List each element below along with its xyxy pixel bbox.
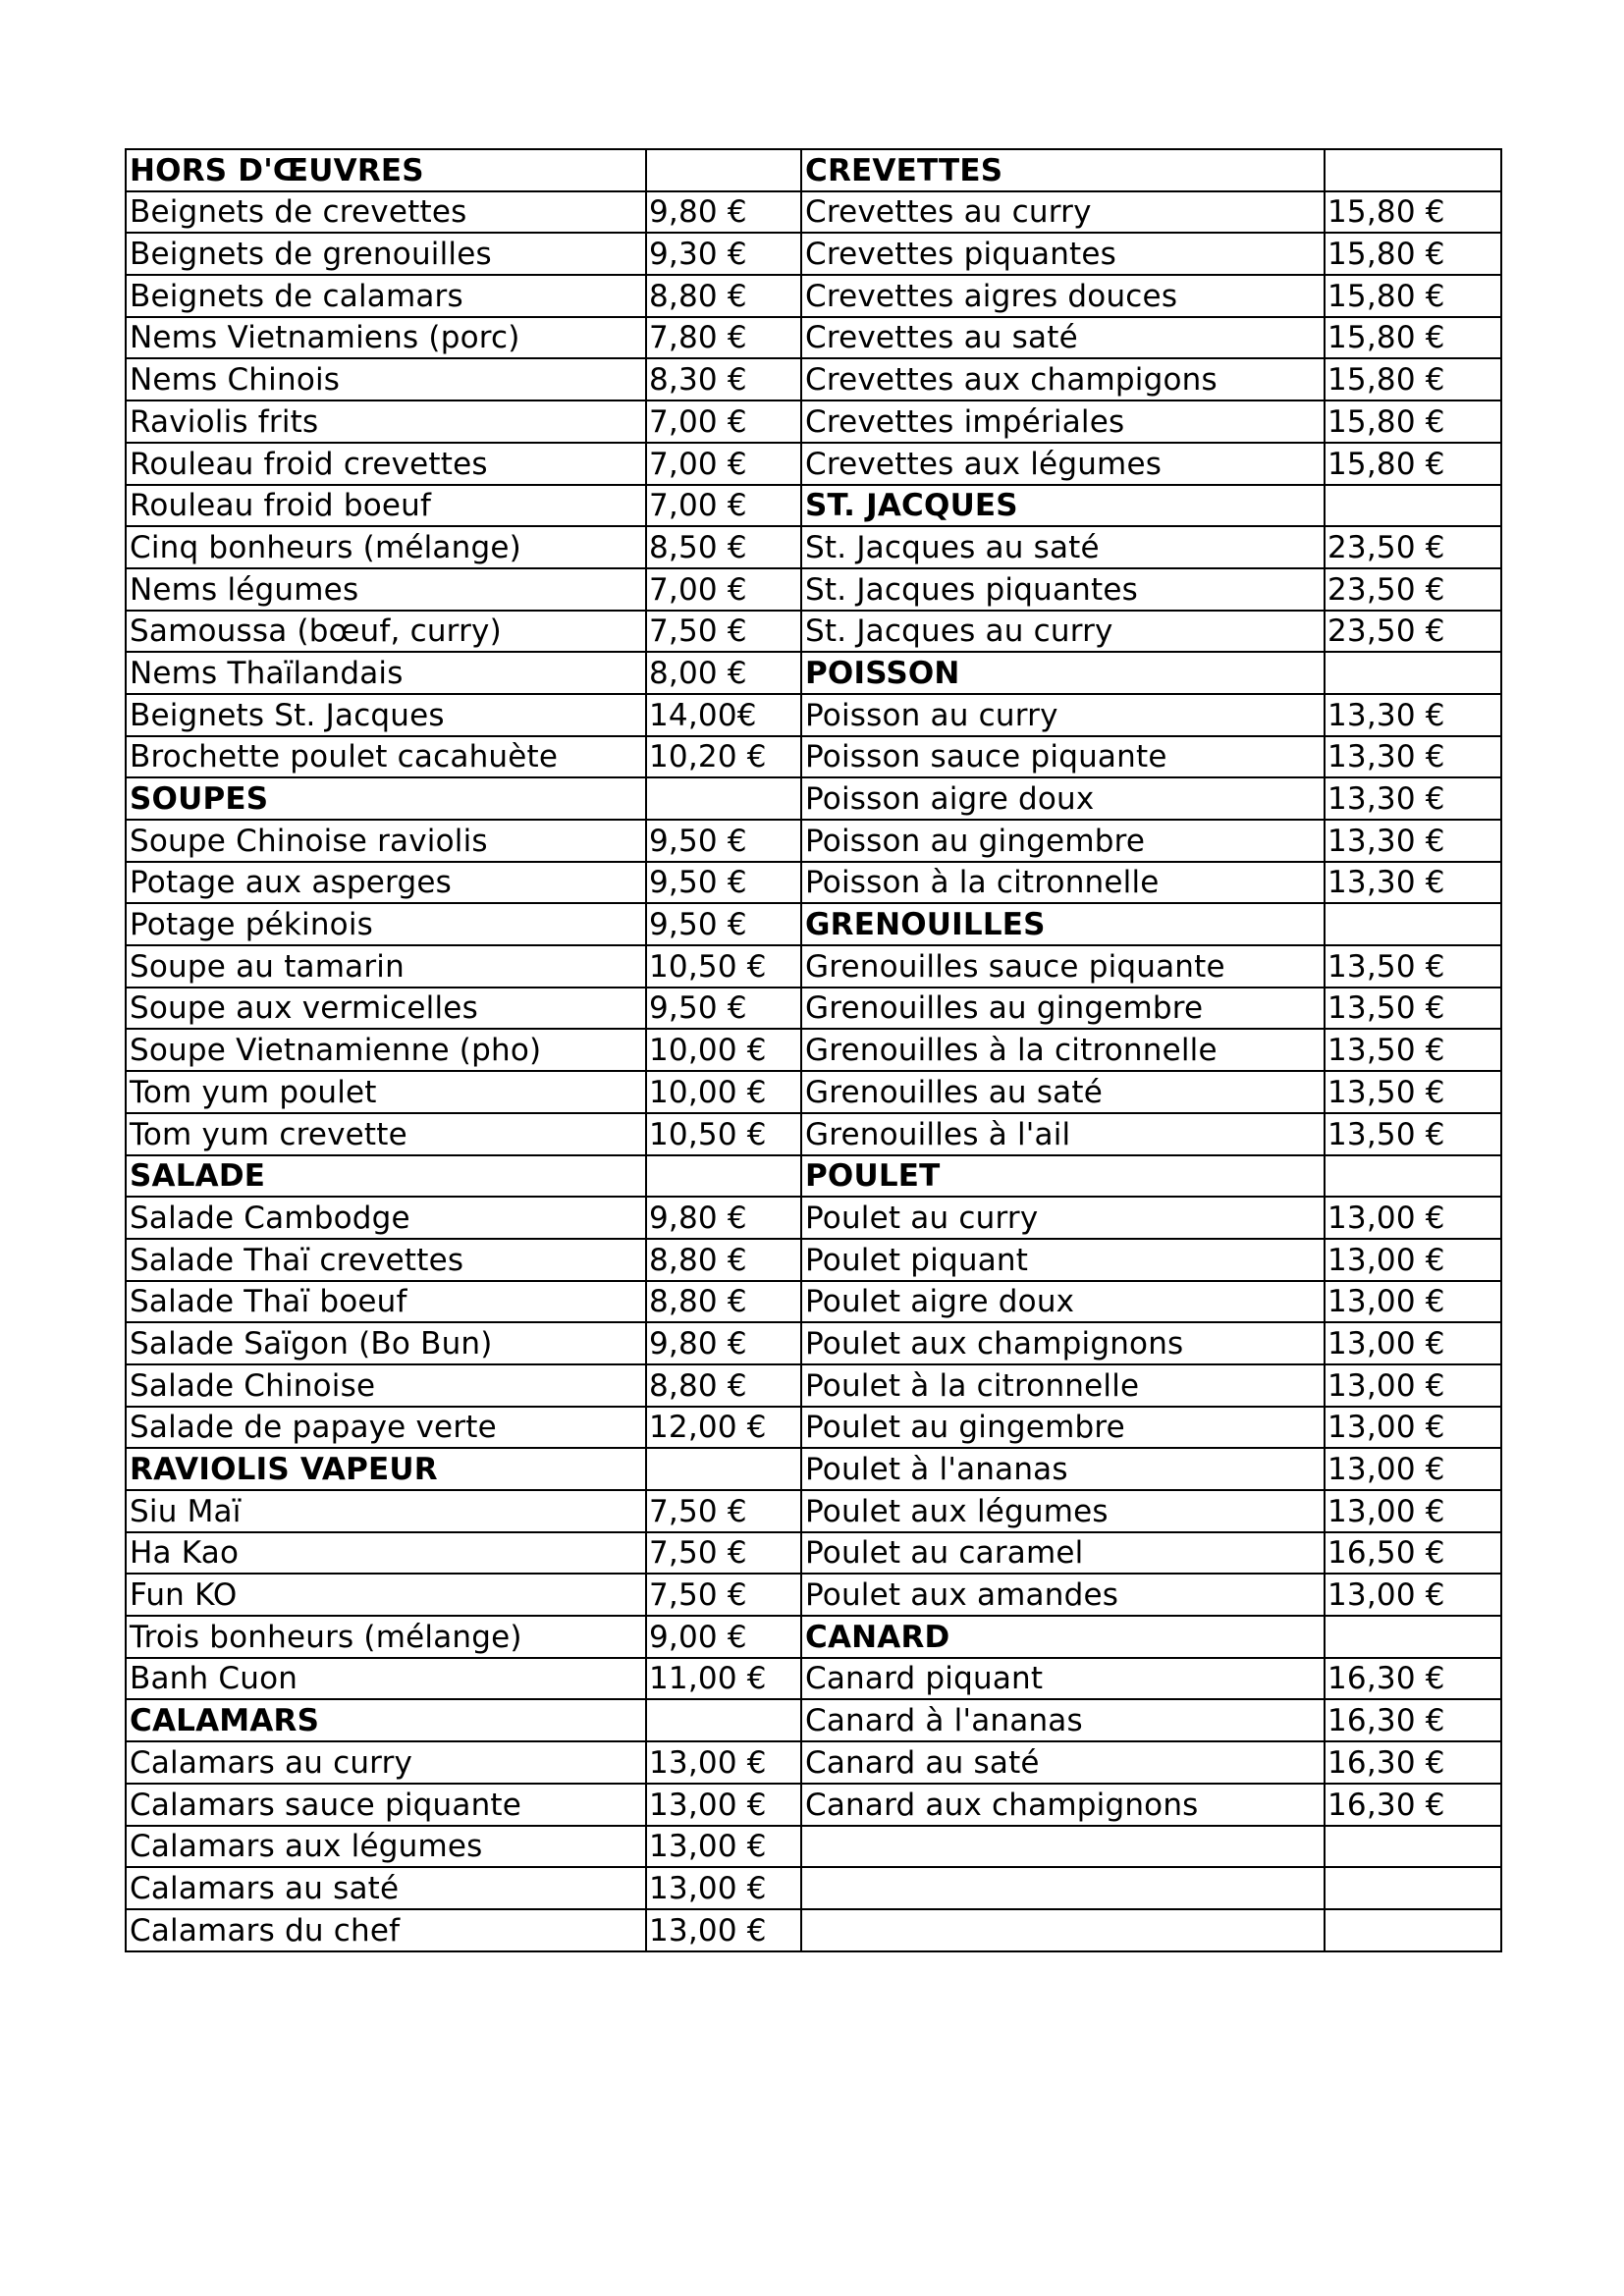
dish-price: 13,50 € bbox=[1325, 1071, 1501, 1113]
dish-name bbox=[801, 1867, 1325, 1909]
table-row bbox=[126, 1407, 1501, 1449]
section-header: RAVIOLIS VAPEUR bbox=[126, 1448, 646, 1490]
dish-name: St. Jacques piquantes bbox=[801, 568, 1325, 611]
table-row bbox=[126, 652, 1501, 694]
menu-table bbox=[125, 148, 1502, 1952]
table-row bbox=[126, 777, 1501, 820]
table-row bbox=[126, 1784, 1501, 1826]
dish-price: 16,30 € bbox=[1325, 1784, 1501, 1826]
dish-name: Salade Saïgon (Bo Bun) bbox=[126, 1322, 646, 1364]
dish-price bbox=[1325, 149, 1501, 191]
table-row bbox=[126, 1574, 1501, 1616]
table-row bbox=[126, 611, 1501, 653]
table-row bbox=[126, 988, 1501, 1030]
dish-name: Poulet au curry bbox=[801, 1197, 1325, 1239]
dish-name: Crevettes au curry bbox=[801, 191, 1325, 234]
dish-price: 10,20 € bbox=[646, 736, 801, 778]
dish-price bbox=[646, 777, 801, 820]
dish-name: Potage aux asperges bbox=[126, 862, 646, 904]
dish-price: 13,00 € bbox=[1325, 1364, 1501, 1407]
dish-name: Calamars sauce piquante bbox=[126, 1784, 646, 1826]
dish-price: 13,00 € bbox=[1325, 1197, 1501, 1239]
dish-price: 10,00 € bbox=[646, 1029, 801, 1071]
dish-price: 10,00 € bbox=[646, 1071, 801, 1113]
dish-price bbox=[646, 1699, 801, 1741]
dish-price: 7,00 € bbox=[646, 443, 801, 485]
dish-name: Nems Vietnamiens (porc) bbox=[126, 317, 646, 359]
dish-price: 15,80 € bbox=[1325, 275, 1501, 317]
dish-price: 9,50 € bbox=[646, 862, 801, 904]
table-row bbox=[126, 1616, 1501, 1658]
dish-name: Crevettes aux légumes bbox=[801, 443, 1325, 485]
table-row bbox=[126, 1029, 1501, 1071]
dish-name: Rouleau froid crevettes bbox=[126, 443, 646, 485]
dish-price: 13,00 € bbox=[1325, 1574, 1501, 1616]
section-header: CALAMARS bbox=[126, 1699, 646, 1741]
dish-name: Trois bonheurs (mélange) bbox=[126, 1616, 646, 1658]
table-row bbox=[126, 149, 1501, 191]
dish-name: Crevettes au saté bbox=[801, 317, 1325, 359]
dish-price: 15,80 € bbox=[1325, 358, 1501, 400]
dish-name: Crevettes aigres douces bbox=[801, 275, 1325, 317]
dish-price: 13,00 € bbox=[646, 1784, 801, 1826]
dish-name: Grenouilles sauce piquante bbox=[801, 945, 1325, 988]
dish-price: 13,50 € bbox=[1325, 1029, 1501, 1071]
dish-price bbox=[646, 1155, 801, 1198]
dish-price: 23,50 € bbox=[1325, 526, 1501, 568]
table-row bbox=[126, 1532, 1501, 1575]
table-row bbox=[126, 1113, 1501, 1155]
dish-price: 13,00 € bbox=[1325, 1281, 1501, 1323]
section-header: CREVETTES bbox=[801, 149, 1325, 191]
dish-name: Beignets de grenouilles bbox=[126, 233, 646, 275]
dish-price: 13,00 € bbox=[1325, 1490, 1501, 1532]
dish-name: Nems légumes bbox=[126, 568, 646, 611]
dish-price: 7,50 € bbox=[646, 611, 801, 653]
dish-price: 10,50 € bbox=[646, 945, 801, 988]
dish-price: 7,00 € bbox=[646, 568, 801, 611]
dish-price: 9,80 € bbox=[646, 191, 801, 234]
dish-price bbox=[1325, 652, 1501, 694]
table-row bbox=[126, 443, 1501, 485]
dish-name: Calamars au curry bbox=[126, 1741, 646, 1784]
dish-price: 9,80 € bbox=[646, 1322, 801, 1364]
dish-name: Grenouilles au gingembre bbox=[801, 988, 1325, 1030]
dish-name: Soupe Chinoise raviolis bbox=[126, 820, 646, 862]
dish-price: 13,30 € bbox=[1325, 862, 1501, 904]
dish-price: 9,30 € bbox=[646, 233, 801, 275]
dish-price: 9,80 € bbox=[646, 1197, 801, 1239]
menu-table-body bbox=[126, 149, 1501, 1951]
dish-name: St. Jacques au saté bbox=[801, 526, 1325, 568]
dish-price: 7,50 € bbox=[646, 1532, 801, 1575]
dish-price: 9,50 € bbox=[646, 988, 801, 1030]
dish-price: 14,00€ bbox=[646, 694, 801, 736]
table-row bbox=[126, 1448, 1501, 1490]
table-row bbox=[126, 400, 1501, 443]
dish-price: 13,00 € bbox=[646, 1741, 801, 1784]
dish-price: 15,80 € bbox=[1325, 317, 1501, 359]
section-header: SALADE bbox=[126, 1155, 646, 1198]
dish-price: 16,30 € bbox=[1325, 1658, 1501, 1700]
dish-name: Tom yum poulet bbox=[126, 1071, 646, 1113]
dish-price: 15,80 € bbox=[1325, 443, 1501, 485]
table-row bbox=[126, 820, 1501, 862]
dish-price: 7,50 € bbox=[646, 1574, 801, 1616]
dish-price: 12,00 € bbox=[646, 1407, 801, 1449]
dish-name: Rouleau froid boeuf bbox=[126, 485, 646, 527]
dish-name: Poulet piquant bbox=[801, 1239, 1325, 1281]
dish-price bbox=[646, 1448, 801, 1490]
dish-price: 13,50 € bbox=[1325, 988, 1501, 1030]
section-header: GRENOUILLES bbox=[801, 903, 1325, 945]
dish-price bbox=[1325, 485, 1501, 527]
table-row bbox=[126, 736, 1501, 778]
dish-price: 13,30 € bbox=[1325, 736, 1501, 778]
dish-name: Canard piquant bbox=[801, 1658, 1325, 1700]
dish-price bbox=[1325, 1616, 1501, 1658]
table-row bbox=[126, 526, 1501, 568]
section-header: CANARD bbox=[801, 1616, 1325, 1658]
dish-name: Salade Cambodge bbox=[126, 1197, 646, 1239]
dish-price: 13,00 € bbox=[646, 1867, 801, 1909]
table-row bbox=[126, 1741, 1501, 1784]
table-row bbox=[126, 317, 1501, 359]
dish-name: Salade Chinoise bbox=[126, 1364, 646, 1407]
dish-price: 13,50 € bbox=[1325, 1113, 1501, 1155]
dish-name: Poisson à la citronnelle bbox=[801, 862, 1325, 904]
table-row bbox=[126, 485, 1501, 527]
dish-price: 8,30 € bbox=[646, 358, 801, 400]
dish-name: Crevettes aux champigons bbox=[801, 358, 1325, 400]
table-row bbox=[126, 862, 1501, 904]
dish-price: 7,80 € bbox=[646, 317, 801, 359]
dish-price: 16,30 € bbox=[1325, 1699, 1501, 1741]
table-row bbox=[126, 568, 1501, 611]
dish-price: 13,30 € bbox=[1325, 820, 1501, 862]
dish-name: Poulet aux légumes bbox=[801, 1490, 1325, 1532]
dish-name: Poulet aigre doux bbox=[801, 1281, 1325, 1323]
dish-price: 13,00 € bbox=[1325, 1448, 1501, 1490]
dish-name: Grenouilles à l'ail bbox=[801, 1113, 1325, 1155]
dish-name: Ha Kao bbox=[126, 1532, 646, 1575]
dish-price: 7,00 € bbox=[646, 485, 801, 527]
dish-name: Nems Chinois bbox=[126, 358, 646, 400]
dish-name: Poulet au caramel bbox=[801, 1532, 1325, 1575]
dish-name: Raviolis frits bbox=[126, 400, 646, 443]
dish-name: Siu Maï bbox=[126, 1490, 646, 1532]
table-row bbox=[126, 1322, 1501, 1364]
table-row bbox=[126, 1909, 1501, 1951]
dish-name: Crevettes impériales bbox=[801, 400, 1325, 443]
dish-price: 13,00 € bbox=[646, 1826, 801, 1868]
table-row bbox=[126, 275, 1501, 317]
dish-price: 23,50 € bbox=[1325, 611, 1501, 653]
dish-price: 13,30 € bbox=[1325, 694, 1501, 736]
table-row bbox=[126, 1699, 1501, 1741]
table-row bbox=[126, 358, 1501, 400]
table-row bbox=[126, 1155, 1501, 1198]
dish-price: 13,30 € bbox=[1325, 777, 1501, 820]
dish-name: Poulet à la citronnelle bbox=[801, 1364, 1325, 1407]
table-row bbox=[126, 903, 1501, 945]
dish-price: 23,50 € bbox=[1325, 568, 1501, 611]
section-header: ST. JACQUES bbox=[801, 485, 1325, 527]
table-row bbox=[126, 1071, 1501, 1113]
dish-name: Salade Thaï crevettes bbox=[126, 1239, 646, 1281]
table-row bbox=[126, 1364, 1501, 1407]
dish-price: 15,80 € bbox=[1325, 191, 1501, 234]
table-row bbox=[126, 945, 1501, 988]
table-row bbox=[126, 233, 1501, 275]
dish-name: Grenouilles au saté bbox=[801, 1071, 1325, 1113]
table-row bbox=[126, 1239, 1501, 1281]
dish-name: Grenouilles à la citronnelle bbox=[801, 1029, 1325, 1071]
dish-name: Soupe aux vermicelles bbox=[126, 988, 646, 1030]
dish-name: Nems Thaïlandais bbox=[126, 652, 646, 694]
dish-name: Cinq bonheurs (mélange) bbox=[126, 526, 646, 568]
dish-name: Calamars du chef bbox=[126, 1909, 646, 1951]
dish-price: 13,50 € bbox=[1325, 945, 1501, 988]
dish-price: 9,50 € bbox=[646, 903, 801, 945]
dish-price bbox=[1325, 1909, 1501, 1951]
dish-price: 7,50 € bbox=[646, 1490, 801, 1532]
table-row bbox=[126, 1281, 1501, 1323]
dish-name: Banh Cuon bbox=[126, 1658, 646, 1700]
dish-name: Salade Thaï boeuf bbox=[126, 1281, 646, 1323]
dish-name: Canard aux champignons bbox=[801, 1784, 1325, 1826]
table-row bbox=[126, 1826, 1501, 1868]
dish-name: Poisson au gingembre bbox=[801, 820, 1325, 862]
dish-name: Crevettes piquantes bbox=[801, 233, 1325, 275]
dish-price bbox=[1325, 1826, 1501, 1868]
dish-name: Poulet aux amandes bbox=[801, 1574, 1325, 1616]
section-header: HORS D'ŒUVRES bbox=[126, 149, 646, 191]
dish-name: St. Jacques au curry bbox=[801, 611, 1325, 653]
dish-name: Soupe Vietnamienne (pho) bbox=[126, 1029, 646, 1071]
dish-price: 13,00 € bbox=[646, 1909, 801, 1951]
dish-price bbox=[1325, 1867, 1501, 1909]
table-row bbox=[126, 694, 1501, 736]
dish-name: Poisson aigre doux bbox=[801, 777, 1325, 820]
dish-name: Potage pékinois bbox=[126, 903, 646, 945]
dish-price: 15,80 € bbox=[1325, 400, 1501, 443]
dish-price: 8,00 € bbox=[646, 652, 801, 694]
dish-name: Canard à l'ananas bbox=[801, 1699, 1325, 1741]
dish-price: 13,00 € bbox=[1325, 1239, 1501, 1281]
table-row bbox=[126, 1197, 1501, 1239]
dish-name: Calamars aux légumes bbox=[126, 1826, 646, 1868]
dish-name: Poulet aux champignons bbox=[801, 1322, 1325, 1364]
dish-price: 9,50 € bbox=[646, 820, 801, 862]
dish-price: 9,00 € bbox=[646, 1616, 801, 1658]
dish-name bbox=[801, 1909, 1325, 1951]
dish-price: 13,00 € bbox=[1325, 1407, 1501, 1449]
section-header: SOUPES bbox=[126, 777, 646, 820]
section-header: POISSON bbox=[801, 652, 1325, 694]
dish-price: 8,80 € bbox=[646, 1364, 801, 1407]
table-row bbox=[126, 191, 1501, 234]
dish-name: Beignets de calamars bbox=[126, 275, 646, 317]
dish-price: 15,80 € bbox=[1325, 233, 1501, 275]
dish-price: 16,50 € bbox=[1325, 1532, 1501, 1575]
dish-price: 8,50 € bbox=[646, 526, 801, 568]
dish-name: Tom yum crevette bbox=[126, 1113, 646, 1155]
dish-name: Poisson sauce piquante bbox=[801, 736, 1325, 778]
dish-name: Beignets St. Jacques bbox=[126, 694, 646, 736]
dish-name: Canard au saté bbox=[801, 1741, 1325, 1784]
dish-price: 8,80 € bbox=[646, 1281, 801, 1323]
table-row bbox=[126, 1490, 1501, 1532]
dish-name: Brochette poulet cacahuète bbox=[126, 736, 646, 778]
dish-price bbox=[1325, 1155, 1501, 1198]
section-header: POULET bbox=[801, 1155, 1325, 1198]
dish-price bbox=[1325, 903, 1501, 945]
dish-name: Beignets de crevettes bbox=[126, 191, 646, 234]
dish-price: 13,00 € bbox=[1325, 1322, 1501, 1364]
dish-name: Soupe au tamarin bbox=[126, 945, 646, 988]
dish-name: Fun KO bbox=[126, 1574, 646, 1616]
dish-name: Salade de papaye verte bbox=[126, 1407, 646, 1449]
dish-name: Calamars au saté bbox=[126, 1867, 646, 1909]
dish-price: 11,00 € bbox=[646, 1658, 801, 1700]
dish-price: 8,80 € bbox=[646, 275, 801, 317]
dish-price: 8,80 € bbox=[646, 1239, 801, 1281]
table-row bbox=[126, 1658, 1501, 1700]
dish-name: Samoussa (bœuf, curry) bbox=[126, 611, 646, 653]
dish-price: 10,50 € bbox=[646, 1113, 801, 1155]
dish-price: 7,00 € bbox=[646, 400, 801, 443]
table-row bbox=[126, 1867, 1501, 1909]
dish-name: Poisson au curry bbox=[801, 694, 1325, 736]
dish-name: Poulet à l'ananas bbox=[801, 1448, 1325, 1490]
dish-name: Poulet au gingembre bbox=[801, 1407, 1325, 1449]
dish-price: 16,30 € bbox=[1325, 1741, 1501, 1784]
dish-name bbox=[801, 1826, 1325, 1868]
dish-price bbox=[646, 149, 801, 191]
